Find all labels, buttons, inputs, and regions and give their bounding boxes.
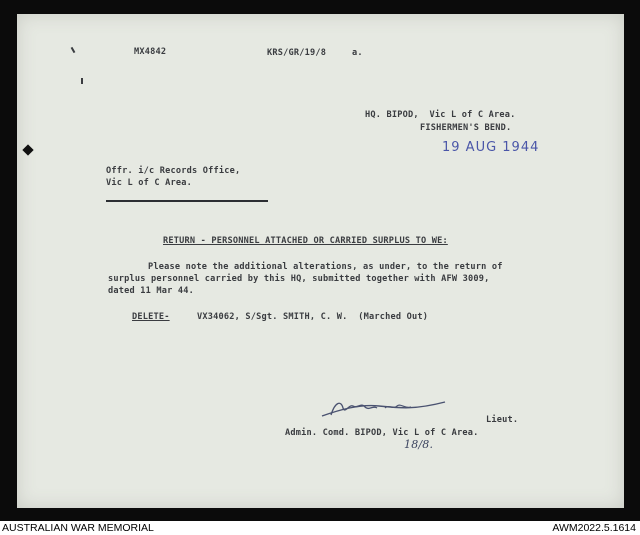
reference-number: MX4842	[134, 47, 167, 57]
body-line3: dated 11 Mar 44.	[108, 286, 194, 296]
document-page	[17, 14, 624, 508]
handwritten-initials: 18/8.	[404, 438, 434, 451]
sender-address-line2: FISHERMEN'S BEND.	[420, 123, 512, 133]
recipient-line1: Offr. i/c Records Office,	[106, 166, 241, 176]
recipient-rule	[106, 200, 268, 202]
subject-line: RETURN - PERSONNEL ATTACHED OR CARRIED SURPLUS TO WE:	[163, 236, 448, 246]
footer-accession-number: AWM2022.5.1614	[552, 522, 636, 534]
entry-text: VX34062, S/Sgt. SMITH, C. W. (Marched Out)	[197, 312, 429, 322]
signature-rank: Lieut.	[486, 415, 519, 425]
footer-source: AUSTRALIAN WAR MEMORIAL	[2, 522, 154, 534]
body-line2: surplus personnel carried by this HQ, submitted together with AFW 3009,	[108, 274, 490, 284]
signature-title: Admin. Comd. BIPOD, Vic L of C Area.	[285, 428, 479, 438]
margin-mark	[81, 78, 83, 84]
sender-address-line1: HQ. BIPOD, Vic L of C Area.	[365, 110, 516, 120]
file-reference-suffix: a.	[352, 48, 363, 58]
punch-hole-mark	[22, 144, 33, 155]
entry-label: DELETE-	[132, 312, 170, 322]
date-stamp: 19 AUG 1944	[442, 140, 540, 155]
body-line1: Please note the additional alterations, as under, to the return of	[148, 262, 503, 272]
margin-mark	[71, 47, 76, 53]
recipient-line2: Vic L of C Area.	[106, 178, 192, 188]
file-reference: KRS/GR/19/8	[267, 48, 327, 58]
signature-image	[319, 396, 449, 420]
